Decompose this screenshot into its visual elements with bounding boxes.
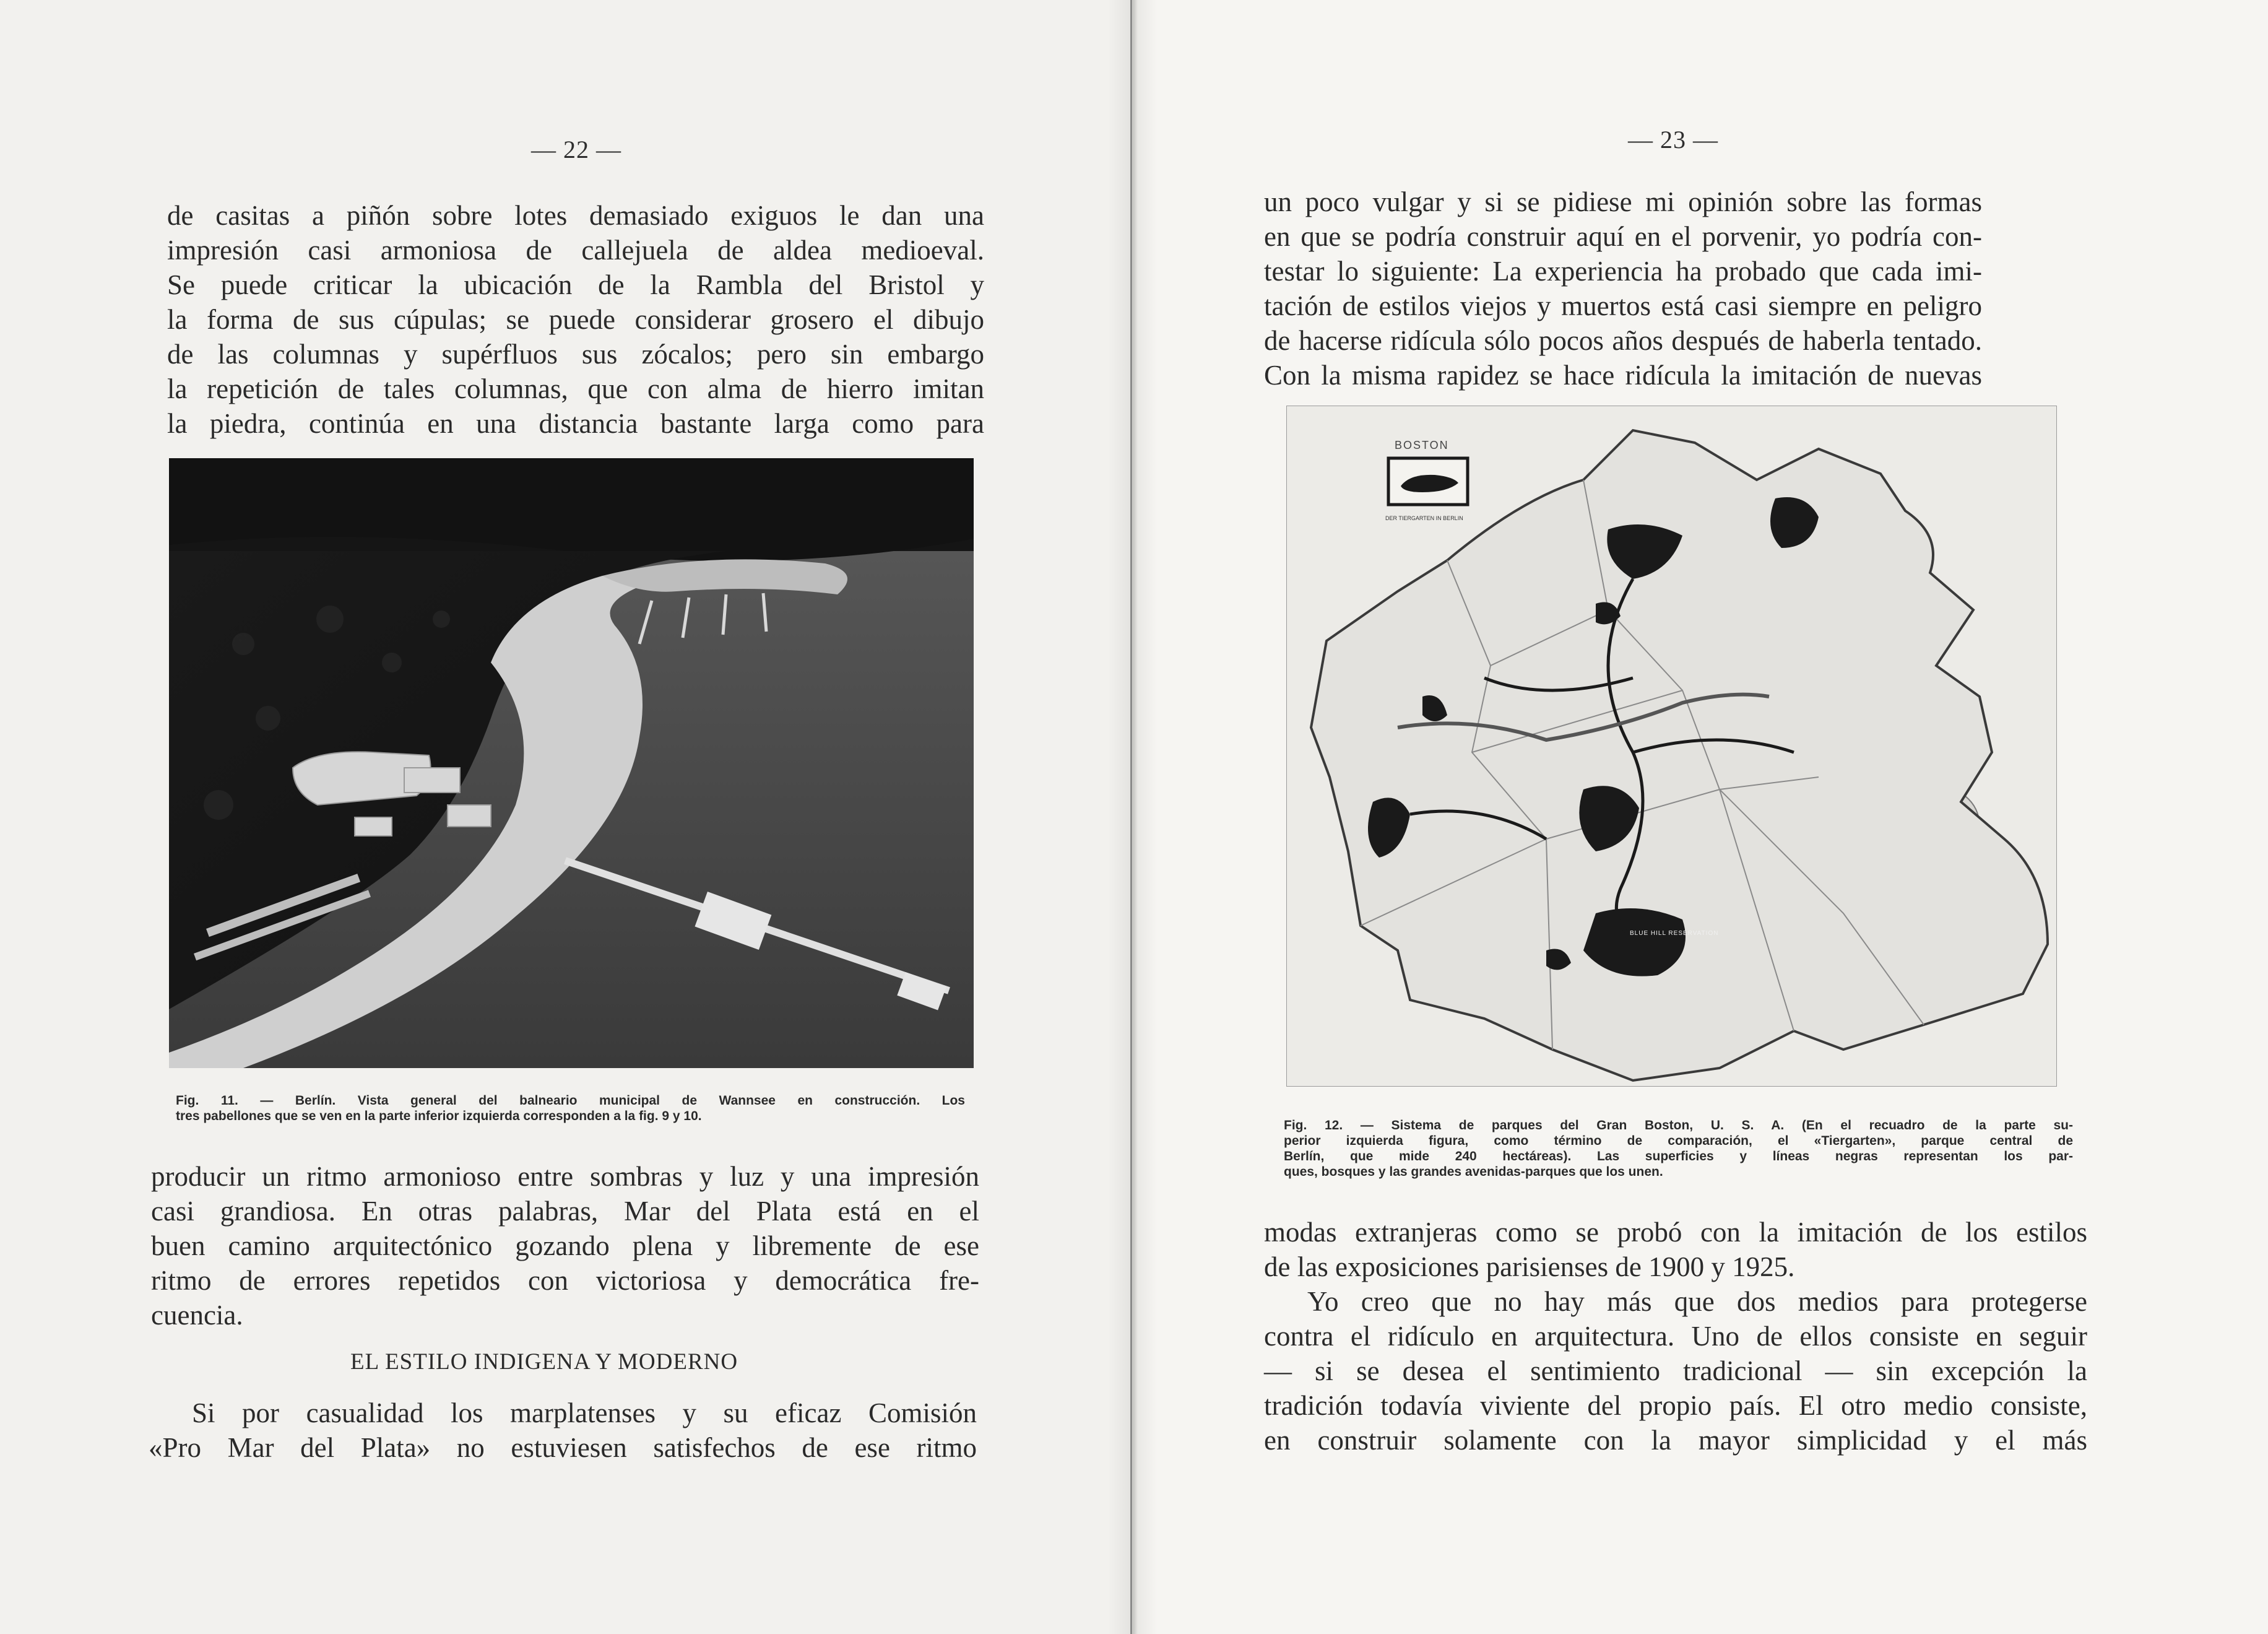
caption-line: tres pabellones que se ven en la parte inferior izquierda corresponden a la fig. 9 y 10.	[176, 1109, 702, 1123]
text-line: «Pro Mar del Plata» no estuviesen satisfechos de ese ritmo	[149, 1432, 977, 1463]
section-heading: EL ESTILO INDIGENA Y MODERNO	[350, 1349, 738, 1375]
caption-line: Berlín, que mide 240 hectáreas). Las superficies y líneas negras representan los par-	[1284, 1149, 2073, 1163]
text-line: un poco vulgar y si se pidiese mi opinión sobre las formas	[1264, 186, 1982, 217]
text-line: en que se podría construir aquí en el porvenir, yo podría con-	[1264, 221, 1982, 252]
park-label: BLUE HILL RESERVATION	[1630, 930, 1719, 937]
left-paragraph-1	[167, 198, 984, 441]
text-line: Yo creo que no hay más que dos medios para protegerse	[1307, 1286, 2087, 1317]
caption-line: ques, bosques y las grandes avenidas-parques que los unen.	[1284, 1165, 1663, 1179]
book-gutter-line	[1130, 0, 1132, 1634]
right-paragraph-3	[1264, 1284, 2087, 1458]
text-line: testar lo siguiente: La experiencia ha probado que cada imi-	[1264, 256, 1982, 287]
right-paragraph-1	[1264, 185, 1982, 393]
text-line: cuencia.	[151, 1300, 243, 1331]
text-line: ritmo de errores repetidos con victoriosa y democrática fre-	[151, 1265, 979, 1296]
text-line: buen camino arquitectónico gozando plena y libremente de ese	[151, 1230, 979, 1261]
text-line: impresión casi armoniosa de callejuela de aldea medioeval.	[167, 235, 984, 266]
text-line: modas extranjeras como se probó con la imitación de los estilos	[1264, 1217, 2087, 1248]
figure-11-caption	[176, 1093, 965, 1124]
text-line: la piedra, continúa en una distancia bastante larga como para	[167, 408, 984, 439]
text-line: Si por casualidad los marplatenses y su eficaz Comisión	[192, 1397, 977, 1428]
text-line: — si se desea el sentimiento tradicional — sin excepción la	[1264, 1355, 2087, 1386]
text-line: tación de estilos viejos y muertos está casi siempre en peligro	[1264, 290, 1982, 321]
figure-12-caption	[1284, 1118, 2073, 1180]
left-paragraph-2	[151, 1159, 979, 1332]
caption-line: Fig. 12. — Sistema de parques del Gran Boston, U. S. A. (En el recuadro de la parte su-	[1284, 1118, 2073, 1132]
text-line: casi grandiosa. En otras palabras, Mar del Plata está en el	[151, 1196, 979, 1227]
text-line: Con la misma rapidez se hace ridícula la imitación de nuevas	[1264, 360, 1982, 391]
inset-label: DER TIERGARTEN IN BERLIN	[1385, 515, 1463, 521]
text-line: Se puede criticar la ubicación de la Rambla del Bristol y	[167, 269, 984, 300]
left-page-number: — 22 —	[531, 136, 621, 163]
text-line: de las columnas y supérfluos sus zócalos; pero sin embargo	[167, 339, 984, 370]
right-page-number: — 23 —	[1628, 126, 1718, 154]
map-title: BOSTON	[1395, 439, 1449, 451]
boston-park-system-map	[1286, 406, 2057, 1087]
text-line: de hacerse ridícula sólo pocos años después de haberla tentado.	[1264, 325, 1982, 356]
left-paragraph-3	[149, 1396, 977, 1465]
text-line: la forma de sus cúpulas; se puede considerar grosero el dibujo	[167, 304, 984, 335]
text-line: contra el ridículo en arquitectura. Uno de ellos consiste en seguir	[1264, 1321, 2087, 1352]
text-line: producir un ritmo armonioso entre sombras y luz y una impresión	[151, 1161, 979, 1192]
photo-illustration	[169, 458, 974, 1068]
text-line: en construir solamente con la mayor simplicidad y el más	[1264, 1425, 2087, 1456]
text-line: tradición todavía viviente del propio país. El otro medio consiste,	[1264, 1390, 2087, 1421]
text-line: la repetición de tales columnas, que con alma de hierro imitan	[167, 373, 984, 404]
right-paragraph-2	[1264, 1215, 2087, 1284]
wannsee-aerial-photo	[169, 458, 974, 1068]
caption-line: Fig. 11. — Berlín. Vista general del balneario municipal de Wannsee en construcción. Los	[176, 1093, 965, 1108]
caption-line: perior izquierda figura, como término de comparación, el «Tiergarten», parque central de	[1284, 1134, 2073, 1148]
text-line: de las exposiciones parisienses de 1900 y 1925.	[1264, 1251, 1795, 1282]
book-gutter-shadow	[1108, 0, 1158, 1634]
map-illustration	[1286, 406, 2057, 1087]
text-line: de casitas a piñón sobre lotes demasiado exiguos le dan una	[167, 200, 984, 231]
